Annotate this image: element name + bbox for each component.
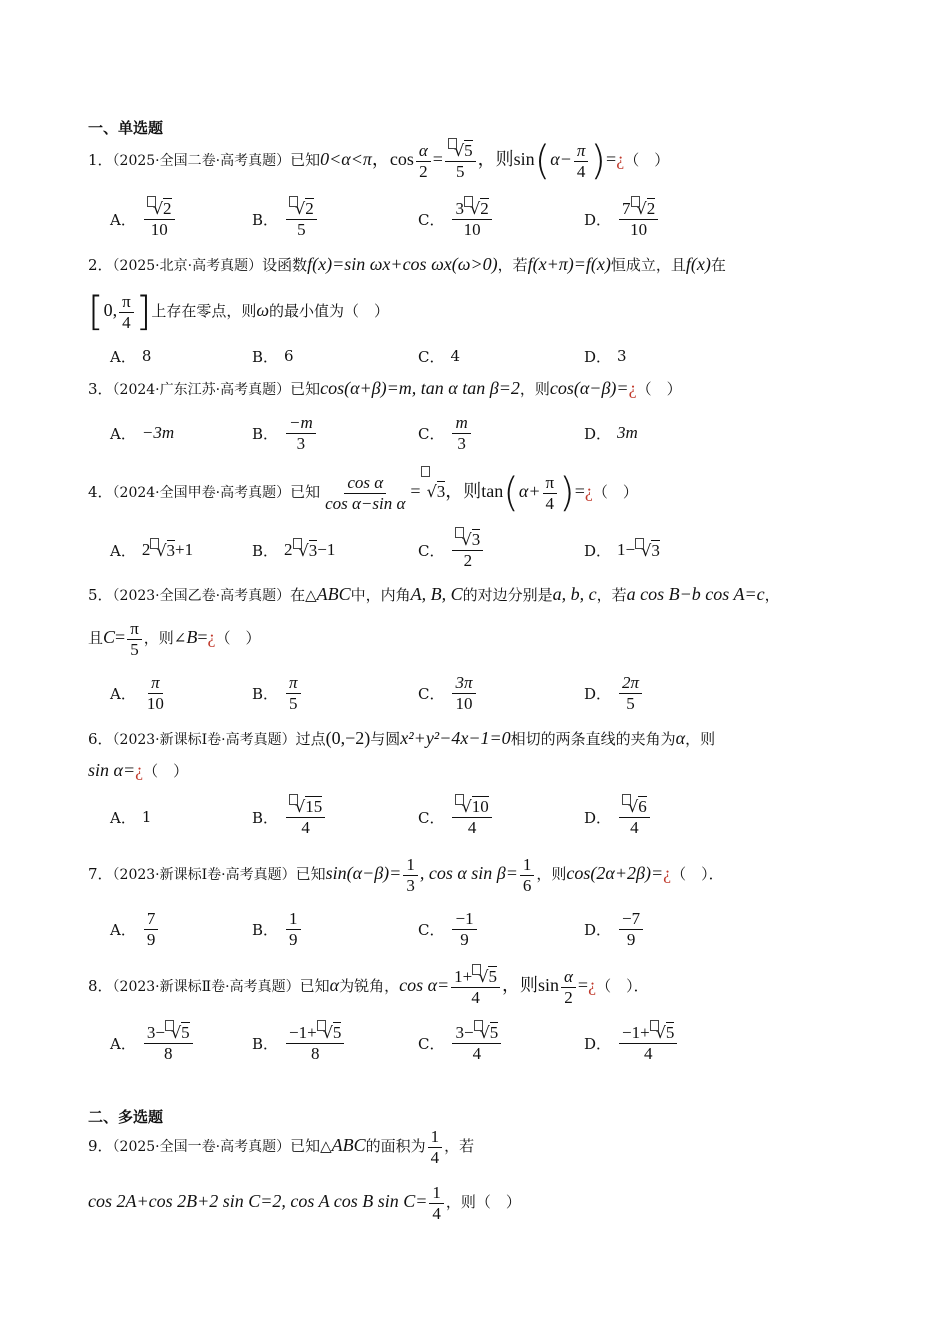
fraction: $\frac{\pi}{4}$	[574, 141, 589, 182]
options-q5	[110, 670, 810, 716]
option-d[interactable]: D． $\frac{7 √2}{10}$	[584, 196, 660, 242]
sqrt-placeholder-icon	[165, 1020, 174, 1031]
section-title-single: 一、单选题	[88, 119, 164, 137]
option-a[interactable]: A． 2 √3 +1	[110, 527, 193, 573]
option-d[interactable]: D． 3	[584, 347, 627, 366]
sqrt-placeholder-icon	[150, 538, 159, 549]
options-q7	[110, 906, 810, 952]
option-d[interactable]: D． 1− √3	[584, 527, 660, 573]
sqrt-placeholder-icon	[293, 538, 302, 549]
option-d[interactable]: D． $\frac{√6}{4}$	[584, 794, 652, 840]
sqrt-placeholder-icon	[455, 794, 464, 805]
option-b[interactable]: B． $\frac{√2}{5}$	[252, 196, 319, 242]
sqrt-placeholder-icon	[474, 1020, 483, 1031]
sqrt-placeholder-icon	[455, 527, 464, 538]
options-q8	[110, 1020, 810, 1066]
question-6: 6．（2023·新课标Ⅰ卷·高考真题）过点(0,−2)与圆x²+y²−4x−1=0相切的两条直线的夹角为α，则	[88, 728, 716, 748]
question-9: 9．（2025·全国一卷·高考真题）已知△ABC的面积为 $\frac{1}{4}$ ，若	[88, 1126, 475, 1167]
sqrt-placeholder-icon	[317, 1020, 326, 1031]
option-a[interactable]: A． −3m	[110, 423, 175, 443]
option-b[interactable]: B． $\frac{-m}{3}$	[252, 410, 318, 456]
question-5-line2: 且C= $\frac{\pi}{5}$ ，则∠B=¿（ ）	[88, 618, 261, 659]
sqrt-placeholder-icon	[289, 794, 298, 805]
options-q4	[110, 527, 810, 573]
option-c[interactable]: C． $\frac{m}{3}$	[418, 410, 473, 456]
question-9-line2: cos 2A+cos 2B+2 sin C=2, cos A cos B sin C= $\frac{1}{4}$ ，则（ ）	[88, 1182, 521, 1223]
option-b[interactable]: B． $\frac{-1+ √5}{8}$	[252, 1020, 346, 1066]
sqrt-placeholder-icon	[635, 538, 644, 549]
question-8: 8．（2023·新课标Ⅱ卷·高考真题）已知α为锐角，cos α= $\frac{1+ √5}{4}$ ，则sin $\frac{\alpha}{2}$ =¿（ ）．	[88, 962, 878, 1008]
option-b[interactable]: B． $\frac{1}{9}$	[252, 906, 303, 952]
option-c[interactable]: C． $\frac{3\pi}{10}$	[418, 670, 478, 716]
question-1: 1．（2025·全国二卷·高考真题）已知0<α<π，cos $\frac{\alpha}{2}$ = $\frac{√5}{5}$ ，则sin(α− $\frac{\pi}{4}$ )=¿（ ）	[88, 138, 670, 184]
option-d[interactable]: D． $\frac{-1+ √5}{4}$	[584, 1020, 679, 1066]
option-c[interactable]: C． $\frac{√10}{4}$	[418, 794, 494, 840]
option-a[interactable]: A． $\frac{7}{9}$	[110, 906, 160, 952]
option-b[interactable]: B． 2 √3 −1	[252, 527, 335, 573]
sqrt-placeholder-icon	[448, 138, 457, 149]
sqrt-placeholder-icon	[622, 794, 631, 805]
question-6-line2: sin α=¿（ ）	[88, 760, 189, 780]
option-c[interactable]: C． $\frac{-1}{9}$	[418, 906, 479, 952]
option-c[interactable]: C． $\frac{√3}{2}$	[418, 527, 485, 573]
sqrt-placeholder-icon	[421, 466, 430, 477]
option-a[interactable]: A． 1	[110, 808, 152, 827]
sqrt-placeholder-icon	[289, 196, 298, 207]
question-5: 5．（2023·全国乙卷·高考真题）在△ABC中，内角A, B, C的对边分别是a, b, c，若a cos B−b cos A=c，	[88, 584, 780, 604]
option-d[interactable]: D． $\frac{-7}{9}$	[584, 906, 645, 952]
question-4: 4．（2024·全国甲卷·高考真题）已知 $\frac{\text{cos α}}{\text{cos α−sin α}}$ = √3，则tan(α+ $\frac{\pi}{4}$ )=¿（ ）	[88, 468, 878, 514]
option-b[interactable]: B． $\frac{√15}{4}$	[252, 794, 327, 840]
sqrt-placeholder-icon	[464, 196, 473, 207]
option-a[interactable]: A． $\frac{\pi}{10}$	[110, 672, 164, 713]
option-a[interactable]: A． 8	[110, 347, 152, 366]
option-a[interactable]: A． $\frac{√2}{10}$	[110, 196, 177, 242]
sqrt-placeholder-icon	[631, 196, 640, 207]
fraction: $\frac{√5}{5}$	[445, 140, 476, 182]
options-q1	[110, 196, 810, 242]
option-c[interactable]: C． $\frac{3- √5}{4}$	[418, 1020, 503, 1066]
options-q6	[110, 794, 810, 840]
fraction: $\frac{\alpha}{2}$	[416, 141, 431, 182]
sqrt-placeholder-icon	[650, 1020, 659, 1031]
option-d[interactable]: D． 3m	[584, 423, 638, 443]
option-c[interactable]: C． $\frac{3 √2}{10}$	[418, 196, 494, 242]
option-b[interactable]: B． $\frac{\pi}{5}$	[252, 670, 303, 716]
option-a[interactable]: A． $\frac{3- √5}{8}$	[110, 1020, 195, 1066]
option-b[interactable]: B． 6	[252, 347, 294, 366]
options-q2	[110, 334, 810, 378]
question-2: 2．（2025·北京·高考真题）设函数f(x)=sin ωx+cos ωx(ω>0)，若f(x+π)=f(x)恒成立，且f(x)在	[88, 254, 726, 274]
sqrt-placeholder-icon	[472, 964, 481, 975]
option-c[interactable]: C． 4	[418, 347, 461, 366]
question-2-line2: [0, $\frac{\pi}{4}$ ]上存在零点，则ω的最小值为（ ）	[88, 289, 390, 335]
section-title-multi: 二、多选题	[88, 1108, 164, 1126]
sqrt-placeholder-icon	[147, 196, 156, 207]
question-7: 7．（2023·新课标Ⅰ卷·高考真题）已知sin(α−β)= $\frac{1}{3}$ , cos α sin β= $\frac{1}{6}$ ，则cos(2α+2β)=¿（ ）．	[88, 854, 724, 895]
question-3: 3．（2024·广东江苏·高考真题）已知cos(α+β)=m, tan α tan β=2，则cos(α−β)=¿（ ）	[88, 378, 682, 398]
option-d[interactable]: D． $\frac{2\pi}{5}$	[584, 670, 644, 716]
options-q3	[110, 410, 810, 456]
